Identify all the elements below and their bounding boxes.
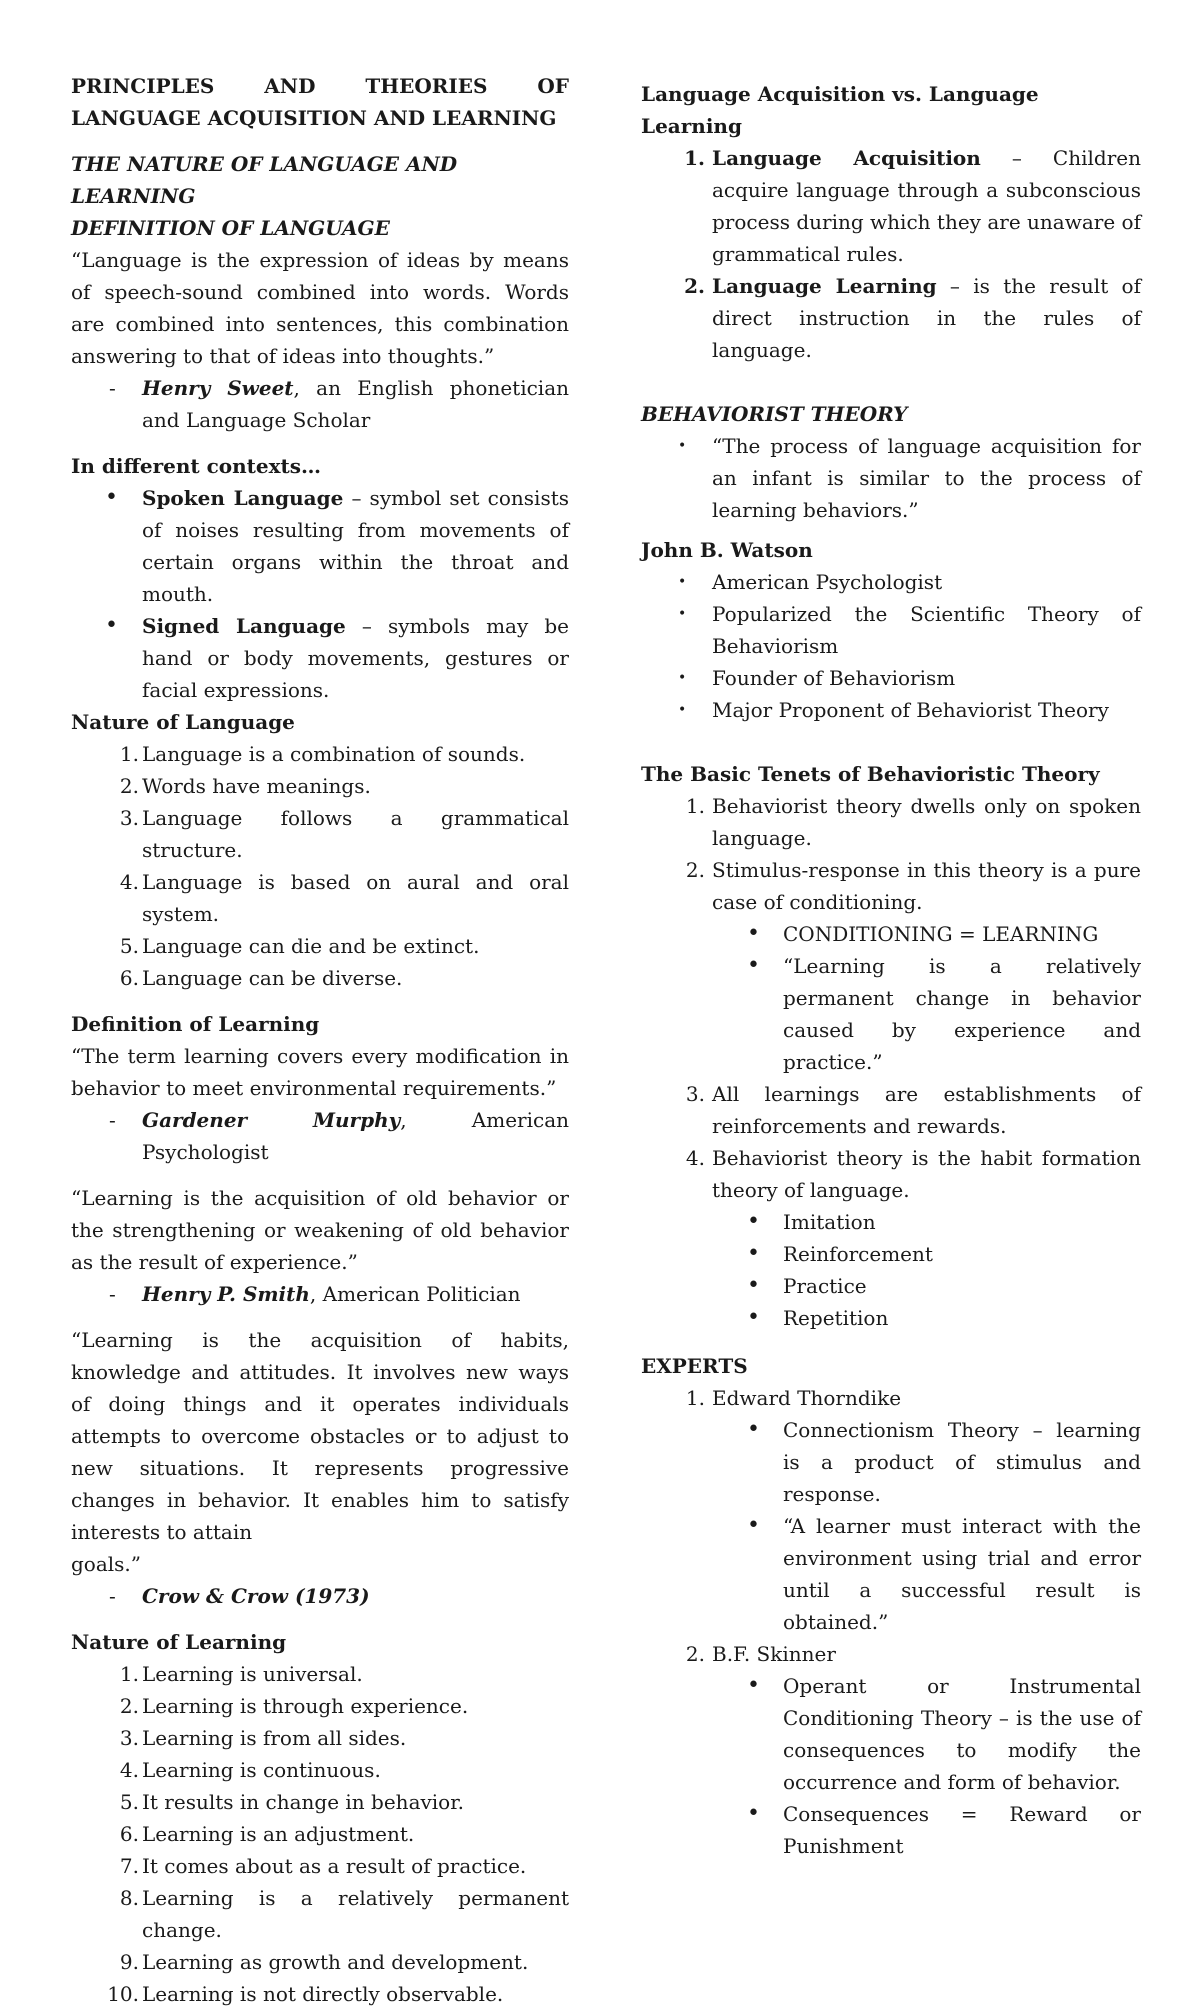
contexts-list (71, 482, 569, 706)
bullet-icon: • (105, 485, 118, 510)
tenets-list (641, 790, 1141, 918)
tenets-heading: The Basic Tenets of Behavioristic Theory (641, 762, 1100, 786)
bullet-icon: • (747, 1417, 760, 1442)
list-item: • Consequences = Reward or Punishment (641, 1798, 1141, 1862)
attribution-sweet: - Henry Sweet, an English phonetician and Language Scholar (109, 376, 569, 432)
list-item: • “Learning is a relatively permanent change in behavior caused by experience and practice.” (641, 950, 1141, 1078)
left-column (71, 70, 569, 2010)
tenet-2-sublist (641, 918, 1141, 1078)
list-item: 4. Behaviorist theory is the habit formation theory of language. (685, 1146, 1141, 1202)
bullet-icon: • (747, 1305, 760, 1330)
list-item: 7. It comes about as a result of practice. (119, 1854, 527, 1878)
list-item: 8. Learning is a relatively permanent change. (119, 1886, 569, 1942)
attribution-desc: , an English phonetician and Language Scholar (142, 376, 569, 432)
list-item: • “A learner must interact with the environment using trial and error until a successful result is obtained.” (641, 1510, 1141, 1638)
nature-learning-list (71, 1658, 569, 2010)
quote-murphy: “The term learning covers every modification in behavior to meet environmental requirements.” (71, 1044, 569, 1100)
list-item: 1. Learning is universal. (119, 1662, 363, 1686)
behaviorist-quote-list (641, 430, 1141, 526)
list-item: • Reinforcement (641, 1238, 1141, 1270)
list-item: • CONDITIONING = LEARNING (641, 918, 1141, 950)
experts-heading: EXPERTS (641, 1354, 748, 1378)
list-item: 5. Language can die and be extinct. (119, 934, 480, 958)
document-title: PRINCIPLES AND THEORIES OF LANGUAGE ACQUISITION AND LEARNING (71, 74, 569, 130)
list-item: 3. All learnings are establishments of reinforcements and rewards. (685, 1082, 1141, 1138)
list-item: 1. Language is a combination of sounds. (119, 742, 526, 766)
bullet-icon: • (747, 1241, 760, 1266)
list-item: • American Psychologist (641, 566, 1141, 598)
bullet-icon: • (678, 606, 687, 622)
contexts-heading: In different contexts… (71, 454, 322, 478)
list-item: • Repetition (641, 1302, 1141, 1334)
right-column (641, 78, 1141, 1862)
bullet-icon: • (678, 574, 687, 590)
bullet-icon: • (747, 1209, 760, 1234)
bullet-icon: • (678, 438, 687, 454)
nature-learning-heading: Nature of Learning (71, 1630, 287, 1654)
tenet-4-sublist (641, 1206, 1141, 1334)
list-item: 6. Language can be diverse. (119, 966, 403, 990)
list-item: 2. Language Learning – is the result of direct instruction in the rules of language. (684, 274, 1141, 362)
expert-2-sublist (641, 1670, 1141, 1862)
list-item: • Major Proponent of Behaviorist Theory (641, 694, 1141, 726)
watson-list (641, 566, 1141, 726)
section-heading-definition-language: DEFINITION OF LANGUAGE (71, 216, 390, 240)
list-item: 5. It results in change in behavior. (119, 1790, 464, 1814)
list-item: 2. Words have meanings. (119, 774, 371, 798)
quote-smith: “Learning is the acquisition of old behavior or the strengthening or weakening of old behavior as the result of experience.” (71, 1186, 569, 1274)
expert-1-sublist (641, 1414, 1141, 1638)
list-item: • Operant or Instrumental Conditioning Theory – is the use of consequences to modify the occurrence and form of behavior. (641, 1670, 1141, 1798)
list-item: • Founder of Behaviorism (641, 662, 1141, 694)
watson-heading: John B. Watson (641, 538, 813, 562)
bullet-icon: • (747, 1513, 760, 1538)
list-item: 10. Learning is not directly observable. (107, 1982, 504, 2006)
nature-language-heading: Nature of Language (71, 710, 295, 734)
list-item: 2. Learning is through experience. (119, 1694, 469, 1718)
bullet-icon: • (678, 702, 687, 718)
list-item: 4. Learning is continuous. (119, 1758, 381, 1782)
list-item: 2. B.F. Skinner (685, 1642, 836, 1666)
bullet-icon: • (747, 953, 760, 978)
bullet-icon: • (747, 921, 760, 946)
list-item: 1. Language Acquisition – Children acquire language through a subconscious process during which they are unaware of grammatical rules. (684, 146, 1141, 266)
bullet-icon: • (105, 613, 118, 638)
list-item: • Spoken Language – symbol set consists of noises resulting from movements of certain organs within the throat and mouth. (71, 482, 569, 610)
experts-list-cont (641, 1638, 1141, 1670)
list-item: 3. Language follows a grammatical structure. (119, 806, 569, 862)
attribution-crow: - Crow & Crow (1973) (109, 1584, 370, 1608)
list-item: • “The process of language acquisition for an infant is similar to the process of learning behaviors.” (641, 430, 1141, 526)
bullet-icon: • (747, 1273, 760, 1298)
attribution-murphy: - Gardener Murphy, American Psychologist (109, 1108, 569, 1164)
behaviorist-theory-heading: BEHAVIORIST THEORY (641, 402, 908, 426)
list-item: 1. Behaviorist theory dwells only on spoken language. (685, 794, 1141, 850)
experts-list (641, 1382, 1141, 1414)
list-item: 2. Stimulus-response in this theory is a pure case of conditioning. (685, 858, 1141, 914)
list-item: 4. Language is based on aural and oral system. (119, 870, 569, 926)
list-item: 6. Learning is an adjustment. (119, 1822, 415, 1846)
attribution-name: Henry Sweet (142, 376, 294, 400)
list-item: • Popularized the Scientific Theory of Behaviorism (641, 598, 1141, 662)
bullet-icon: • (678, 670, 687, 686)
definition-learning-heading: Definition of Learning (71, 1012, 320, 1036)
list-item: 1. Edward Thorndike (685, 1386, 902, 1410)
list-item: 3. Learning is from all sides. (119, 1726, 407, 1750)
list-item: 9. Learning as growth and development. (119, 1950, 529, 1974)
quote-language: “Language is the expression of ideas by means of speech-sound combined into words. Words are combined into sentences, this combination answering to that of ideas into thoughts.” (71, 248, 569, 368)
list-item: • Signed Language – symbols may be hand or body movements, gestures or facial expressions. (71, 610, 569, 706)
section-heading-nature: THE NATURE OF LANGUAGE AND LEARNING (71, 152, 458, 208)
tenets-list-cont (641, 1078, 1141, 1206)
bullet-icon: • (747, 1673, 760, 1698)
quote-crow: “Learning is the acquisition of habits, knowledge and attitudes. It involves new ways of doing things and it operates individuals attempts to overcome obstacles or to adjust to new situations. It represents progressive changes in behavior. It enables him to satisfy interests to attain (71, 1328, 569, 1544)
bullet-icon: • (747, 1801, 760, 1826)
nature-language-list (71, 738, 569, 994)
list-item: • Imitation (641, 1206, 1141, 1238)
quote-crow-end: goals.” (71, 1552, 142, 1576)
list-item: • Connectionism Theory – learning is a product of stimulus and response. (641, 1414, 1141, 1510)
attribution-smith: - Henry P. Smith, American Politician (109, 1282, 521, 1306)
acquisition-vs-learning-heading: Language Acquisition vs. Language Learning (641, 82, 1039, 138)
list-item: • Practice (641, 1270, 1141, 1302)
acquisition-vs-learning-list (641, 142, 1141, 366)
